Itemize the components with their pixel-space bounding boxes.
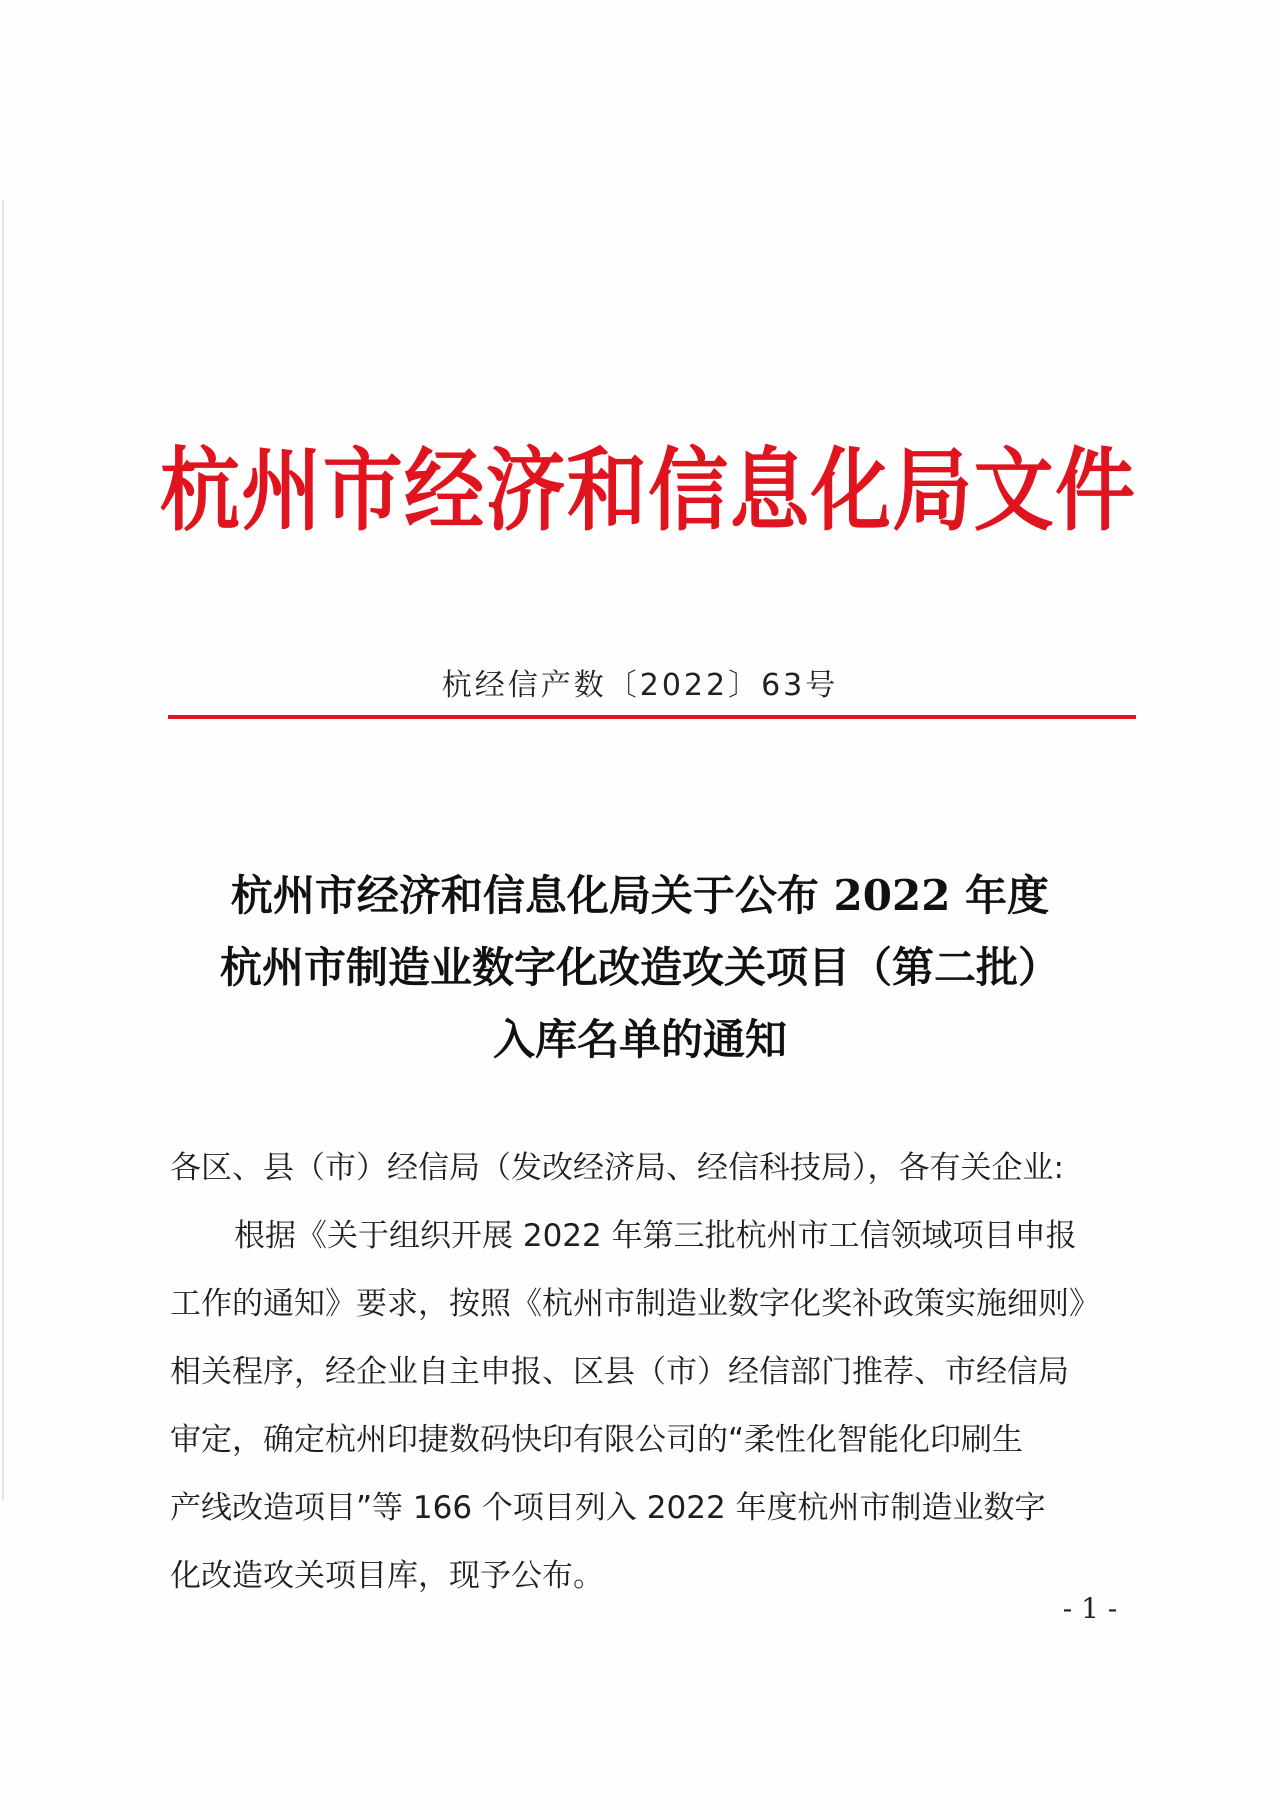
title-line-3: 入库名单的通知: [492, 1015, 787, 1064]
body-line-6: 化改造攻关项目库，现予公布。: [170, 1558, 604, 1594]
masthead-char: 化: [810, 437, 891, 543]
body-line-3: 相关程序，经企业自主申报、区县（市）经信部门推荐、市经信局: [170, 1354, 1069, 1390]
masthead-char: 杭: [160, 437, 240, 543]
masthead-char: 和: [566, 437, 647, 543]
masthead-char: 件: [1054, 437, 1135, 543]
notice-title: [150, 860, 1130, 1076]
scan-edge: [2, 200, 4, 1500]
body-line-5: 产线改造项目”等 166 个项目列入 2022 年度杭州市制造业数字: [170, 1490, 1046, 1526]
notice-body: [170, 1140, 1130, 1616]
masthead-char: 文: [973, 437, 1054, 543]
body-line-2: 工作的通知》要求，按照《杭州市制造业数字化奖补政策实施细则》: [170, 1286, 1100, 1322]
masthead-char: 息: [729, 437, 810, 543]
body-line-4: 审定，确定杭州印捷数码快印有限公司的“柔性化智能化印刷生: [170, 1422, 1024, 1458]
masthead-char: 信: [648, 437, 729, 543]
red-divider-rule: [168, 715, 1136, 719]
masthead-char: 济: [485, 437, 566, 543]
salutation: 各区、县（市）经信局（发改经济局、经信科技局），各有关企业:: [170, 1150, 1064, 1186]
document-number: 杭经信产数〔2022〕63号: [441, 668, 839, 703]
document-masthead: [160, 434, 1135, 546]
title-line-1: 杭州市经济和信息化局关于公布 2022 年度: [230, 871, 1050, 920]
masthead-char: 州: [241, 437, 322, 543]
title-line-2: 杭州市制造业数字化改造攻关项目（第二批）: [219, 943, 1060, 992]
page-number: - 1 -: [1062, 1592, 1118, 1625]
masthead-char: 市: [322, 437, 403, 543]
body-line-1: 根据《关于组织开展 2022 年第三批杭州市工信领域项目申报: [234, 1218, 1077, 1254]
masthead-char: 局: [892, 437, 973, 543]
masthead-char: 经: [404, 437, 485, 543]
